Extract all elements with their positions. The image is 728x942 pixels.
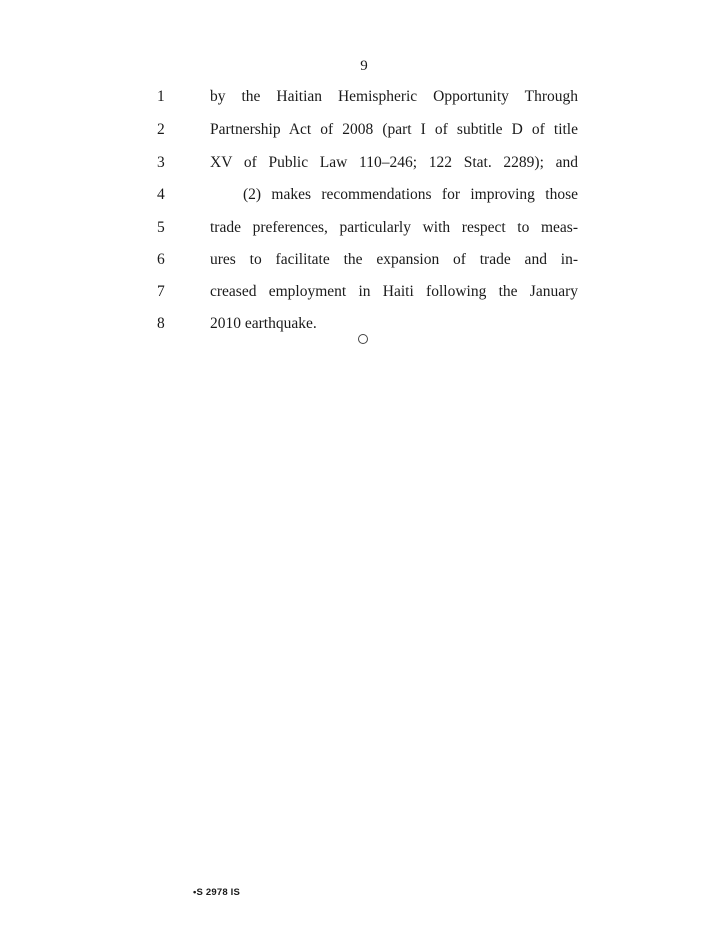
bill-identifier: •S 2978 IS [193, 887, 241, 898]
line-text: trade preferences, particularly with respect to meas- [210, 219, 578, 236]
text-line [0, 183, 728, 207]
text-line [0, 280, 728, 304]
line-number: 6 [157, 251, 165, 268]
text-line [0, 248, 728, 272]
line-text: creased employment in Haiti following the January [210, 283, 578, 300]
line-text: 2010 earthquake. [210, 315, 317, 332]
text-line [0, 85, 728, 109]
end-of-bill-circle-icon [358, 334, 368, 344]
line-number: 5 [157, 219, 165, 236]
line-number: 4 [157, 186, 165, 203]
text-line [0, 216, 728, 240]
page-number: 9 [360, 58, 368, 74]
line-text: by the Haitian Hemispheric Opportunity Through [210, 88, 578, 105]
line-number: 7 [157, 283, 165, 300]
line-text: Partnership Act of 2008 (part I of subtitle D of title [210, 121, 578, 138]
line-number: 8 [157, 315, 165, 332]
line-number: 1 [157, 88, 165, 105]
line-number: 2 [157, 121, 165, 138]
line-number: 3 [157, 154, 165, 171]
text-line [0, 151, 728, 175]
line-text: ures to facilitate the expansion of trade and in- [210, 251, 578, 268]
text-line [0, 118, 728, 142]
line-text: (2) makes recommendations for improving those [243, 186, 578, 203]
line-text: XV of Public Law 110–246; 122 Stat. 2289); and [210, 154, 578, 171]
text-line [0, 312, 728, 336]
